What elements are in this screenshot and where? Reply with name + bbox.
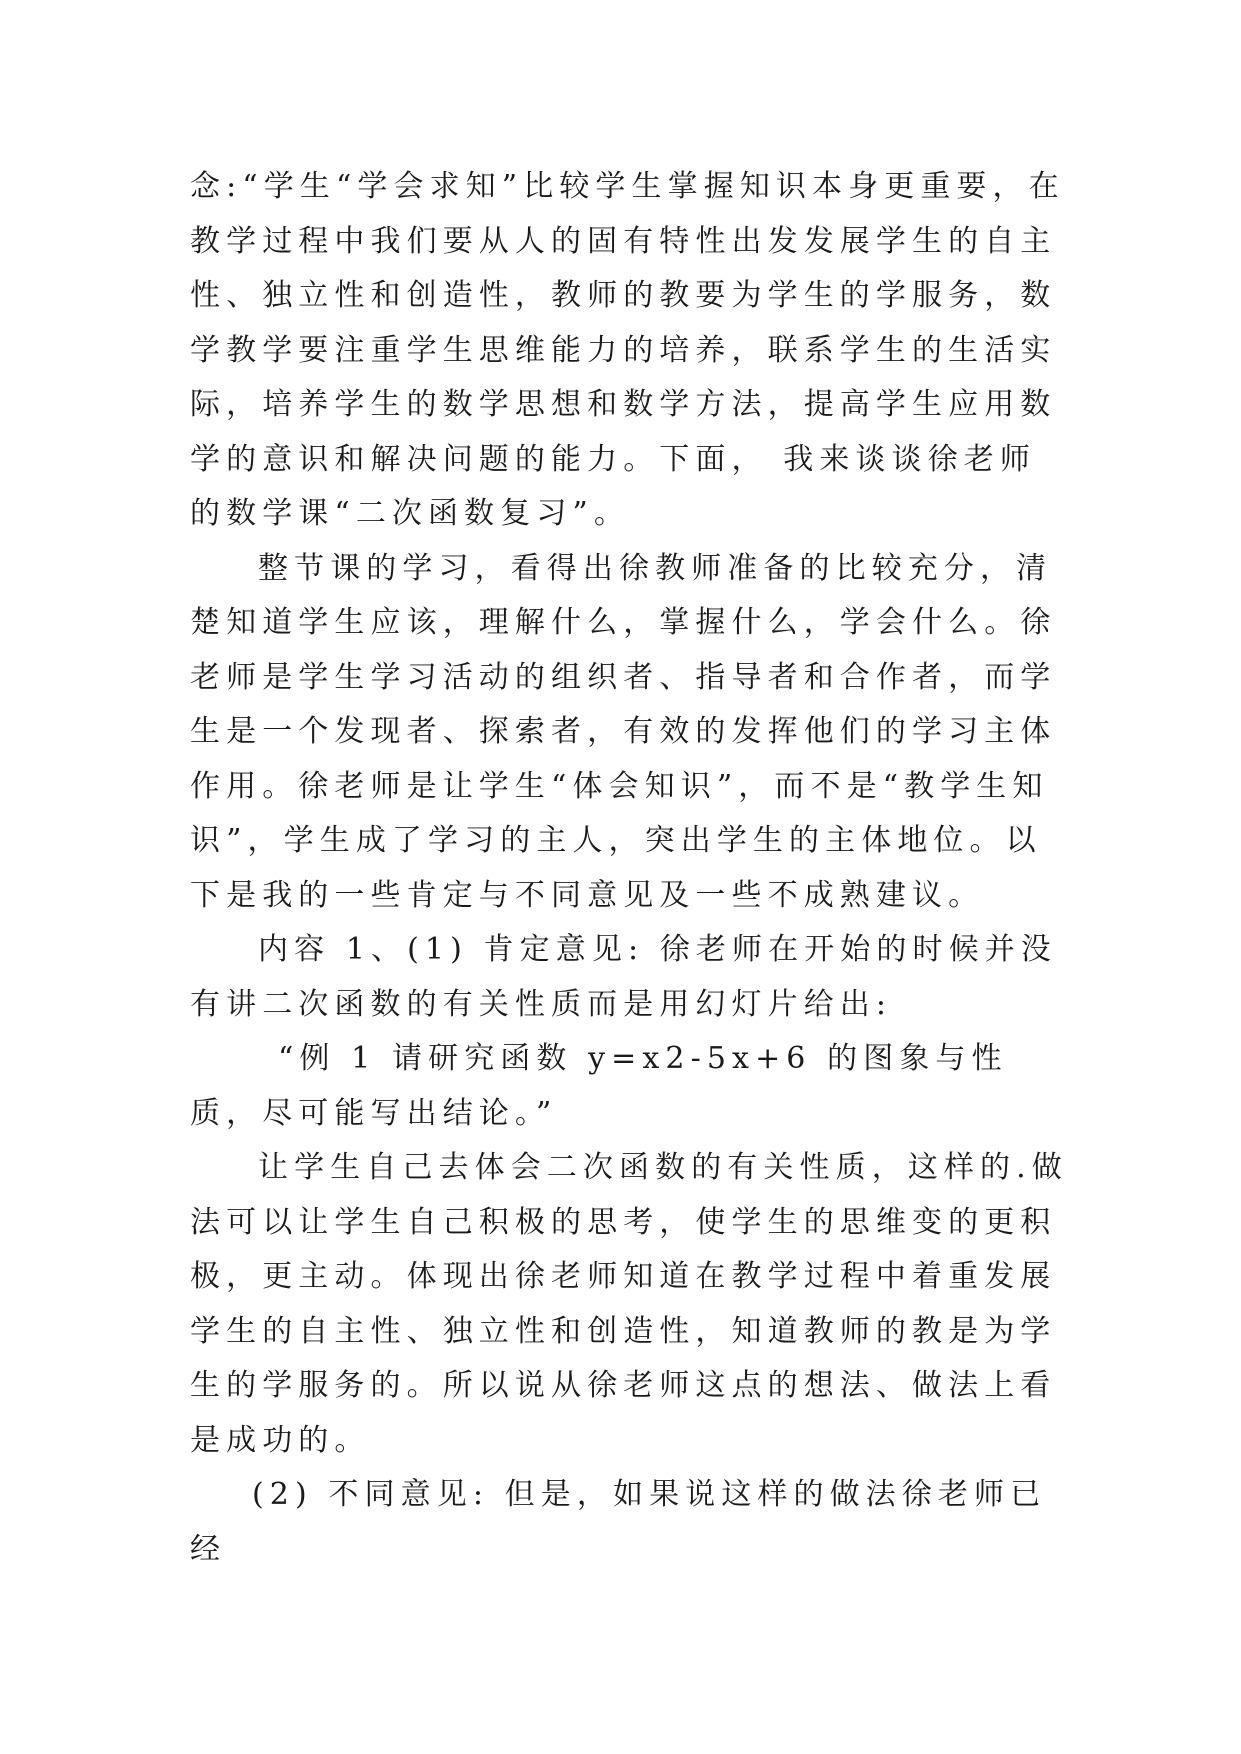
- paragraph-different-opinion: (2) 不同意见: 但是，如果说这样的做法徐老师已经: [190, 1477, 1047, 1567]
- paragraph-intro: 念:“学生“学会求知”比较学生掌握知识本身更重要，在教学过程中我们要从人的固有特性出发发展学生的自主性、独立性和创造性，教师的教要为学生的学服务，数学教学要注重学生思维能力的培养，联系学生的生活实际，培养学生的数学思想和数学方法，提高学生应用数学的意识和解决问题的能力。下面， 我来谈谈徐老师的数学课“二次函数复习”。: [190, 169, 1065, 531]
- paragraph-lesson-overview: 整节课的学习，看得出徐教师准备的比较充分，清楚知道学生应该，理解什么，掌握什么，学会什么。徐老师是学生学习活动的组织者、指导者和合作者，而学生是一个发现者、探索者，有效的发挥他们的学习主体作用。徐老师是让学生“体会知识”，而不是“教学生知识”，学生成了学习的主人，突出学生的主体地位。以下是我的一些肯定与不同意见及一些不成熟建议。: [190, 550, 1057, 913]
- paragraph-analysis: 让学生自己去体会二次函数的有关性质，这样的.做法可以让学生自己积极的思考，使学生的思维变的更积极，更主动。体现出徐老师知道在教学过程中着重发展学生的自主性、独立性和创造性，知道教师的教是为学生的学服务的。所以说从徐老师这点的想法、做法上看是成功的。: [190, 1150, 1068, 1458]
- paragraph-content-1-positive: 内容 1、(1) 肯定意见: 徐老师在开始的时候并没有讲二次函数的有关性质而是用幻灯片给出:: [190, 932, 1057, 1022]
- document-body: [190, 160, 1070, 1577]
- paragraph-example-1: “例 1 请研究函数 y=x2-5x+6 的图象与性质，尽可能写出结论。”: [190, 1041, 1008, 1131]
